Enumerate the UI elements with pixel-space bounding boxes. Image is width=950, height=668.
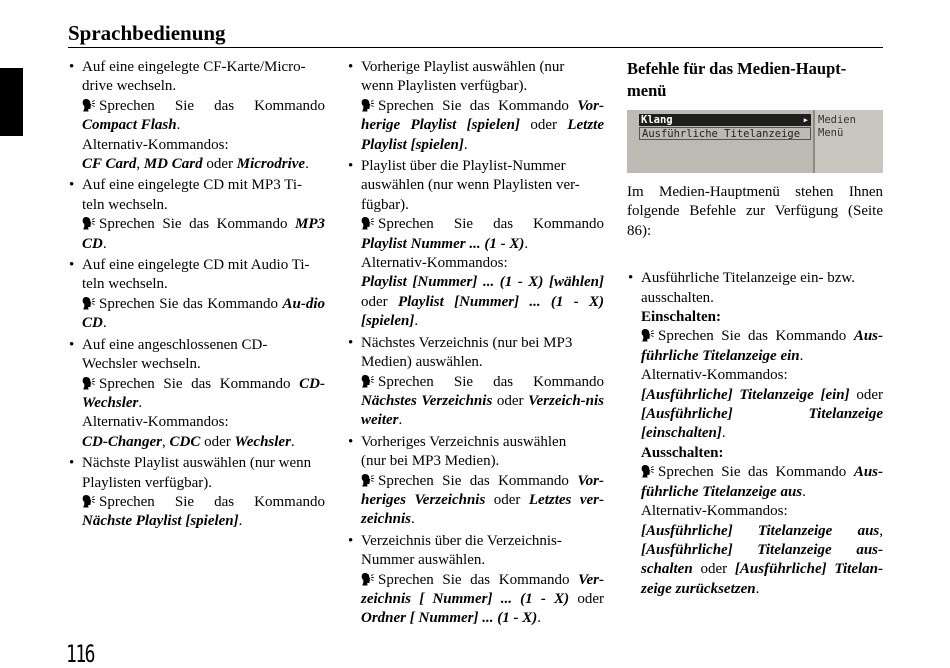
alternative-label: Alternativ-Kommandos: <box>82 414 229 431</box>
speak-icon <box>82 216 95 230</box>
speak-command: Sprechen Sie das Kommando Vor-heriges Verzeichnis oder Letztes ver-zeichnis. <box>361 472 604 528</box>
list-item <box>68 454 325 532</box>
menu-sidebar-label: Medien Menü <box>818 114 856 139</box>
media-menu-screenshot <box>627 110 883 173</box>
column-left <box>68 58 325 534</box>
list-item <box>627 269 883 599</box>
list-item <box>68 256 325 334</box>
page-title: Sprachbedienung <box>68 20 883 48</box>
menu-item-titelanzeige: Ausführliche Titelanzeige <box>639 127 811 140</box>
bullet-text: • Ausführliche Titelanzeige ein- bzw. ausschalten. <box>641 270 855 306</box>
speak-icon <box>82 376 95 390</box>
speak-command: Sprechen Sie das Kommando Aus-führliche Titelanzeige aus. <box>641 464 883 500</box>
bullet-text: • Auf eine eingelegte CD mit MP3 Ti- teln wechseln. <box>82 177 302 213</box>
page-number: 116 <box>66 640 95 668</box>
list-item <box>68 336 325 452</box>
speak-icon <box>361 216 374 230</box>
bullet-text: • Auf eine angeschlossenen CD- Wechsler wechseln. <box>82 336 268 373</box>
alternative-commands: Playlist [Nummer] ... (1 - X) [wählen] oder Playlist [Nummer] ... (1 - X) [spielen]. <box>361 274 604 330</box>
switch-on-label: Einschalten: <box>641 309 722 326</box>
bullet-text: • Nächstes Verzeichnis (nur bei MP3 Medien) auswählen. <box>361 334 573 371</box>
speak-command: Sprechen Sie das Kommando Au-dio CD. <box>82 295 325 332</box>
alternative-label: Alternativ-Kommandos: <box>641 503 788 520</box>
column-right <box>627 58 883 601</box>
list-item <box>347 58 604 155</box>
bullet-text: • Vorheriges Verzeichnis auswählen (nur bei MP3 Medien). <box>361 433 567 470</box>
speak-icon <box>361 572 374 586</box>
list-item <box>68 58 325 174</box>
switch-off-label: Ausschalten: <box>641 444 724 461</box>
speak-command: Sprechen Sie das Kommando Nächstes Verzeichnis oder Verzeich-nis weiter. <box>361 373 605 429</box>
alternative-commands: [Ausführliche] Titelanzeige [ein] oder [Ausführliche] Titelanzeige [einschalten]. <box>641 386 883 442</box>
thumb-index-tab <box>0 68 23 136</box>
speak-command: Sprechen Sie das Kommando Ver-zeichnis [ Nummer] ... (1 - X) oder Ordner [ Nummer] ... (1 - X). <box>361 571 605 627</box>
alternative-commands: [Ausführliche] Titelanzeige aus, [Ausführliche] Titelanzeige aus-schalten oder [Ausführliche] Titelan-zeige zurücksetzen. <box>641 522 883 597</box>
speak-icon <box>82 494 95 508</box>
menu-list <box>627 110 815 173</box>
list-item <box>347 157 604 332</box>
speak-command: Sprechen Sie das Kommando Playlist Nummer ... (1 - X). <box>361 216 604 252</box>
speak-command: Sprechen Sie das Kommando Aus-führliche Titelanzeige ein. <box>641 328 883 364</box>
bullet-text: • Vorherige Playlist auswählen (nur wenn Playlisten verfügbar). <box>361 59 565 95</box>
speak-icon <box>82 296 95 310</box>
speak-command: Sprechen Sie das Kommando Vor-herige Playlist [spielen] oder Letzte Playlist [spielen]. <box>361 97 604 153</box>
bullet-text: • Auf eine eingelegte CD mit Audio Ti- teln wechseln. <box>82 257 310 293</box>
list-item <box>68 176 325 254</box>
speak-icon <box>361 98 374 112</box>
list-item <box>347 532 604 629</box>
column-middle <box>347 58 604 631</box>
list-item <box>347 433 604 530</box>
arrow-right-icon: ▸ <box>802 114 809 126</box>
speak-icon <box>361 374 374 388</box>
section-heading: Befehle für das Medien-Haupt- menü <box>627 59 847 100</box>
list-item <box>347 334 604 431</box>
alternative-commands: CF Card, MD Card oder Microdrive. <box>82 156 309 173</box>
bullet-text: • Nächste Playlist auswählen (nur wenn Playlisten verfügbar). <box>82 455 312 491</box>
speak-icon <box>641 328 654 342</box>
speak-icon <box>361 473 374 487</box>
alternative-label: Alternativ-Kommandos: <box>641 367 788 384</box>
speak-command: Sprechen Sie das Kommando MP3 CD. <box>82 216 325 252</box>
intro-paragraph: Im Medien-Hauptmenü stehen Ihnen folgende Befehle zur Verfügung (Seite 86): <box>627 184 883 239</box>
bullet-text: • Auf eine eingelegte CF-Karte/Micro- drive wechseln. <box>82 59 306 95</box>
alternative-commands: CD-Changer, CDC oder Wechsler. <box>82 433 295 450</box>
speak-icon <box>641 464 654 478</box>
alternative-label: Alternativ-Kommandos: <box>82 136 229 153</box>
bullet-text: • Playlist über die Playlist-Nummer auswählen (nur wenn Playlisten ver- fügbar). <box>361 158 580 213</box>
speak-icon <box>82 98 95 112</box>
speak-command: Sprechen Sie das Kommando Nächste Playlist [spielen]. <box>82 493 325 530</box>
speak-command: Sprechen Sie das Kommando CD-Wechsler. <box>82 375 325 411</box>
alternative-label: Alternativ-Kommandos: <box>361 255 508 272</box>
bullet-text: • Verzeichnis über die Verzeichnis- Nummer auswählen. <box>361 532 562 569</box>
menu-item-klang: Klang ▸ <box>641 114 809 126</box>
speak-command: Sprechen Sie das Kommando Compact Flash. <box>82 97 325 134</box>
